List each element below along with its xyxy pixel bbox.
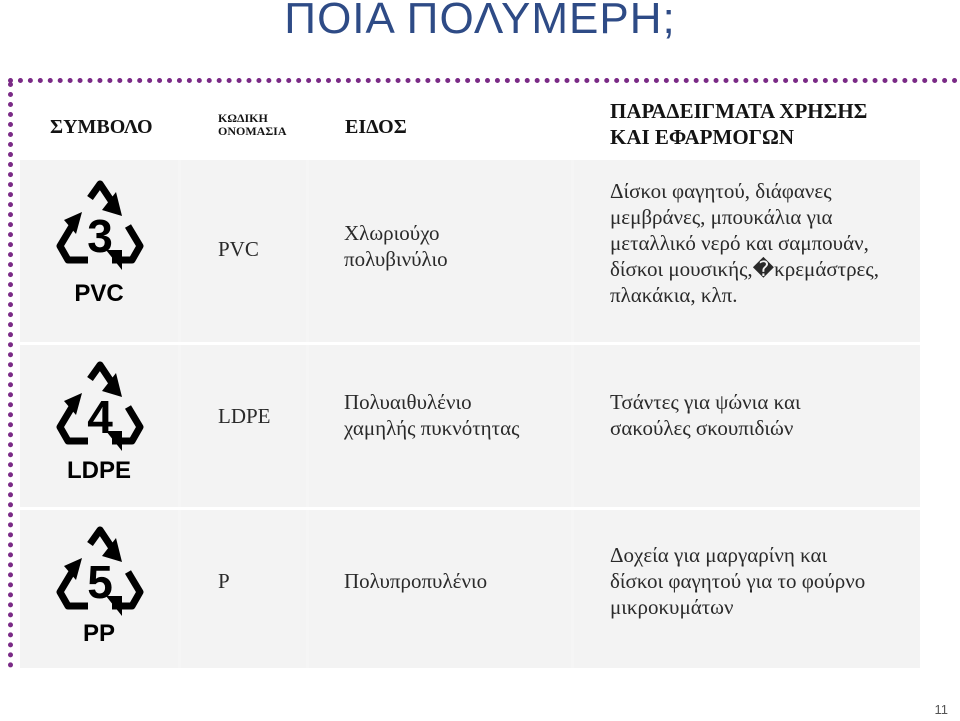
table-row-ldpe: [20, 345, 920, 507]
symbol-label: LDPE: [66, 457, 131, 484]
examples-text: [610, 542, 865, 620]
table-row-pp: [20, 510, 920, 668]
symbol-label: PVC: [74, 280, 124, 307]
code-name: LDPE: [218, 404, 271, 428]
polymer-table: [20, 88, 920, 668]
svg-text:5: 5: [87, 556, 113, 608]
code-name: P: [218, 569, 230, 593]
examples-cell: [574, 160, 920, 342]
code-cell: [181, 345, 306, 507]
recycling-triangle-icon: [50, 357, 150, 457]
type-text: [344, 568, 487, 594]
type-line: Πολυαιθυλένιο: [344, 390, 472, 414]
header-examples: [610, 98, 867, 150]
symbol-cell: [20, 510, 178, 668]
page-number: 11: [934, 702, 948, 717]
example-line: Δίσκοι φαγητού, διάφανες: [610, 179, 832, 203]
type-cell: [309, 160, 571, 342]
code-cell: [181, 160, 306, 342]
examples-text: [610, 178, 879, 308]
examples-cell: [574, 345, 920, 507]
table-row-pvc: [20, 160, 920, 342]
example-line: μικροκυμάτων: [610, 595, 734, 619]
symbol-cell: [20, 160, 178, 342]
slide-title: ΠΟΙΑ ΠΟΛΥΜΕΡΗ;: [284, 0, 676, 43]
type-text: [344, 389, 519, 441]
example-line: μεταλλικό νερό και σαμπουάν,: [610, 231, 869, 255]
type-line: Χλωριούχο: [344, 221, 440, 245]
example-line: δίσκοι φαγητού για το φούρνο: [610, 569, 866, 593]
code-name: PVC: [218, 237, 259, 261]
type-line: χαμηλής πυκνότητας: [344, 416, 520, 440]
example-line: Δοχεία για μαργαρίνη και: [610, 543, 828, 567]
symbol-cell: [20, 345, 178, 507]
decorative-dotted-border-left: [8, 82, 13, 668]
symbol-label: PP: [82, 620, 115, 647]
example-line: Τσάντες για ψώνια και: [610, 390, 801, 414]
recycling-triangle-icon: [50, 522, 150, 622]
header-code-line1: ΚΩΔΙΚΗ: [218, 111, 268, 125]
example-line: δίσκοι μουσικής,�κρεμάστρες,: [610, 257, 879, 281]
type-line: πολυβινύλιο: [344, 247, 448, 271]
header-code-name: [218, 112, 287, 138]
decorative-dotted-border-top: [8, 78, 958, 83]
example-line: σακούλες σκουπιδιών: [610, 416, 794, 440]
header-symbol: ΣΥΜΒΟΛΟ: [50, 116, 153, 138]
type-cell: [309, 345, 571, 507]
example-line: μεμβράνες, μπουκάλια για: [610, 205, 833, 229]
type-cell: [309, 510, 571, 668]
type-text: [344, 220, 448, 272]
example-line: πλακάκια, κλπ.: [610, 283, 738, 307]
recycling-triangle-icon: [50, 176, 150, 276]
examples-text: [610, 389, 801, 441]
svg-text:4: 4: [87, 391, 113, 443]
header-examples-line1: ΠΑΡΑΔΕΙΓΜΑΤΑ ΧΡΗΣΗΣ: [610, 99, 868, 123]
header-examples-line2: ΚΑΙ ΕΦΑΡΜΟΓΩΝ: [610, 125, 795, 149]
type-line: Πολυπροπυλένιο: [344, 569, 488, 593]
svg-text:3: 3: [87, 210, 113, 262]
header-type: ΕΙΔΟΣ: [345, 116, 407, 138]
code-cell: [181, 510, 306, 668]
examples-cell: [574, 510, 920, 668]
header-code-line2: ΟΝΟΜΑΣΙΑ: [218, 124, 287, 138]
